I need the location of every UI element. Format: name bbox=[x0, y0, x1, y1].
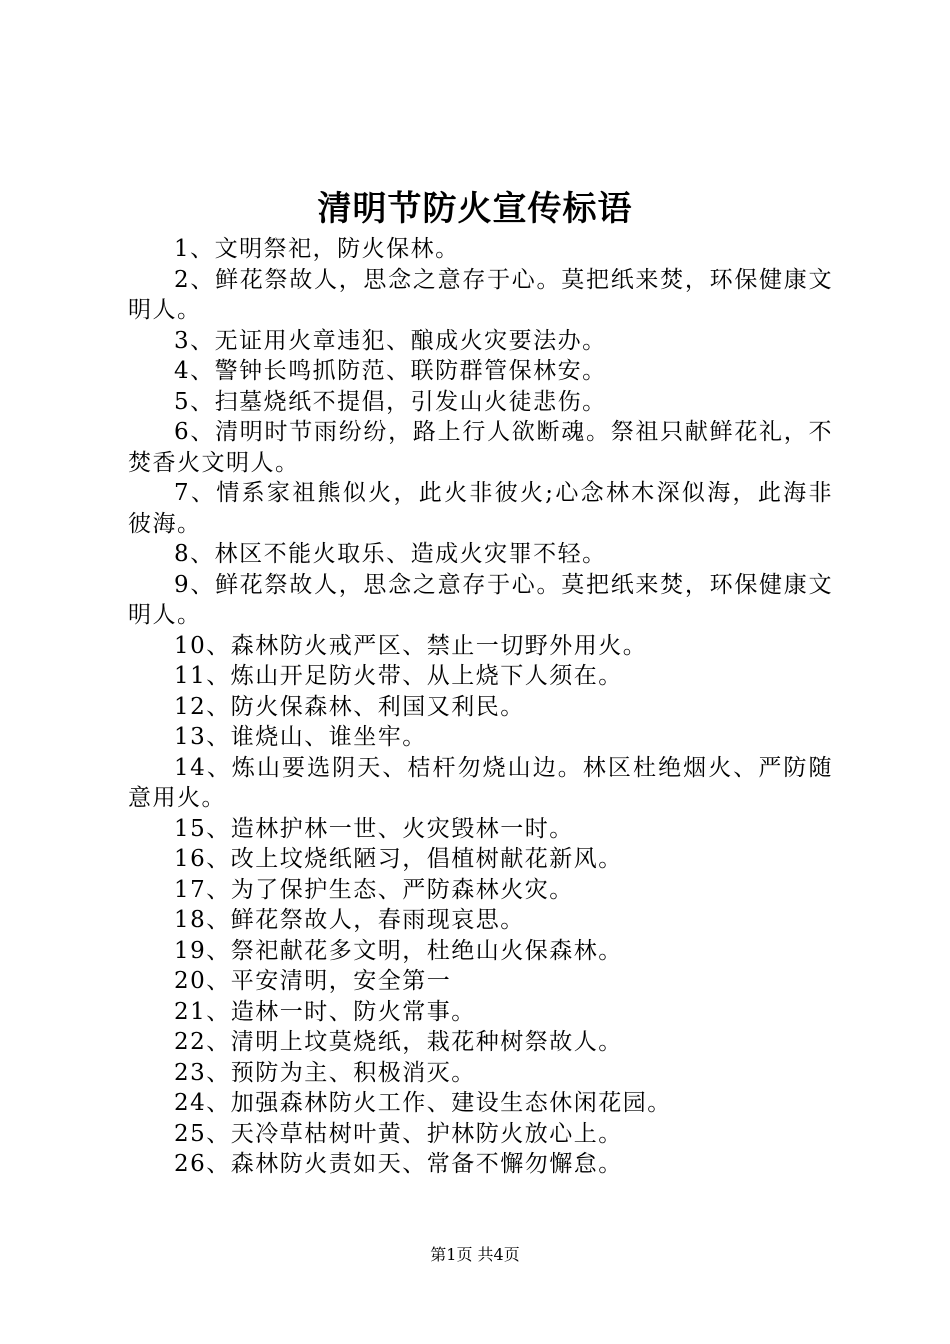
slogan-item: 16、改上坟烧纸陋习，倡植树献花新风。 bbox=[174, 846, 623, 872]
slogan-item: 5、扫墓烧纸不提倡，引发山火徒悲伤。 bbox=[174, 388, 607, 415]
slogan-item: 13、谁烧山、谁坐牢。 bbox=[174, 724, 427, 750]
slogan-item: 10、森林防火戒严区、禁止一切野外用火。 bbox=[174, 632, 648, 659]
slogan-item: 4、警钟长鸣抓防范、联防群管保林安。 bbox=[174, 358, 607, 384]
slogan-item: 15、造林护林一世、火灾毁林一时。 bbox=[174, 815, 574, 842]
slogan-item: 6、清明时节雨纷纷，路上行人欲断魂。祭祖只献鲜花礼，不焚香火文明人。 bbox=[128, 419, 833, 476]
slogan-item: 17、为了保护生态、严防森林火灾。 bbox=[174, 876, 574, 903]
slogan-item: 23、预防为主、积极消灭。 bbox=[174, 1059, 476, 1086]
slogan-item: 1、文明祭祀，防火保林。 bbox=[174, 236, 460, 262]
slogan-item: 19、祭祀献花多文明，杜绝山火保森林。 bbox=[174, 937, 623, 964]
slogan-item: 26、森林防火责如天、常备不懈勿懈怠。 bbox=[174, 1151, 623, 1177]
slogan-item: 9、鲜花祭故人，思念之意存于心。莫把纸来焚，环保健康文明人。 bbox=[128, 571, 833, 628]
slogan-item: 2、鲜花祭故人，思念之意存于心。莫把纸来焚，环保健康文明人。 bbox=[128, 266, 833, 323]
slogan-item: 7、情系家祖熊似火，此火非彼火;心念林木深似海，此海非彼海。 bbox=[128, 480, 833, 537]
slogan-item: 14、炼山要选阴天、桔杆勿烧山边。林区杜绝烟火、严防随意用火。 bbox=[128, 754, 833, 811]
slogan-item: 8、林区不能火取乐、造成火灾罪不轻。 bbox=[174, 541, 607, 567]
slogan-item: 22、清明上坟莫烧纸，栽花种树祭故人。 bbox=[174, 1029, 623, 1055]
slogan-item: 20、平安清明，安全第一 bbox=[174, 968, 452, 994]
slogan-item: 25、天冷草枯树叶黄、护林防火放心上。 bbox=[174, 1120, 623, 1147]
slogan-item: 18、鲜花祭故人，春雨现哀思。 bbox=[174, 907, 525, 933]
slogan-item: 12、防火保森林、利国又利民。 bbox=[174, 693, 525, 720]
slogan-item: 3、无证用火章违犯、酿成火灾要法办。 bbox=[174, 327, 607, 354]
document-title: 清明节防火宣传标语 bbox=[317, 189, 633, 229]
page-footer: 第1页 共4页 bbox=[430, 1245, 520, 1264]
slogan-item: 11、炼山开足防火带、从上烧下人须在。 bbox=[174, 663, 623, 689]
slogan-list bbox=[128, 234, 833, 1180]
slogan-item: 21、造林一时、防火常事。 bbox=[174, 998, 476, 1025]
slogan-item: 24、加强森林防火工作、建设生态休闲花园。 bbox=[174, 1090, 672, 1116]
